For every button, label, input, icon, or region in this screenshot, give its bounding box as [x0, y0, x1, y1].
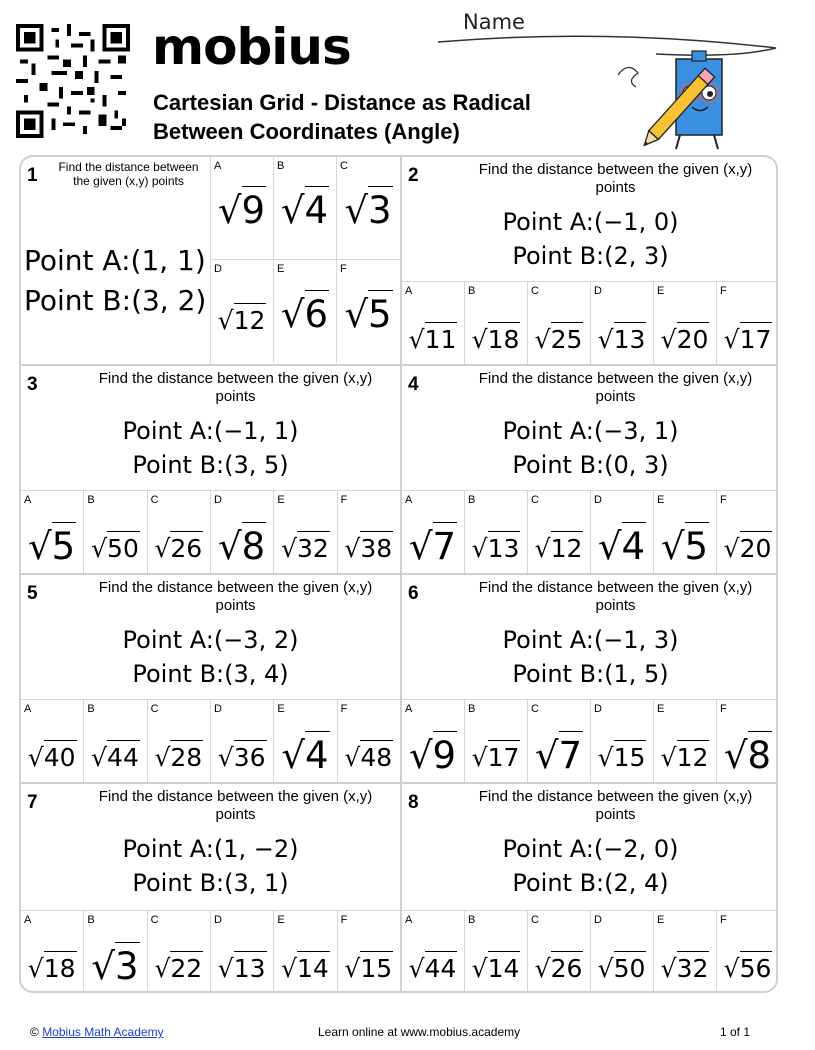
problem-5 [21, 575, 400, 784]
radical-answer: √13 [465, 536, 527, 561]
option-label: D [213, 703, 222, 715]
radical-answer: √25 [528, 327, 590, 352]
answer-option[interactable] [590, 700, 653, 782]
radical-answer: √8 [717, 737, 778, 774]
option-label: E [657, 494, 665, 506]
option-label: E [657, 914, 665, 926]
problem-instruction: Find the distance between the given (x,y) points [98, 370, 373, 405]
option-label: E [657, 285, 665, 297]
option-label: D [594, 703, 602, 715]
point-a: Point A:(−2, 0) [502, 835, 679, 863]
option-label: B [87, 914, 95, 926]
radical-answer: √3 [337, 192, 400, 229]
answer-option[interactable] [464, 700, 527, 782]
answer-options [21, 699, 400, 782]
radical-answer: √14 [465, 956, 527, 981]
radical-answer: √56 [717, 956, 778, 981]
option-label: A [24, 494, 32, 506]
point-b: Point B:(2, 4) [512, 869, 669, 897]
copyright-symbol: © [30, 1025, 39, 1039]
problem-points [21, 414, 400, 482]
answer-option[interactable] [337, 157, 400, 260]
point-a: Point A:(−1, 1) [122, 417, 299, 445]
answer-option[interactable] [716, 282, 778, 364]
title-line-2: Between Coordinates (Angle) [153, 119, 460, 144]
radical-answer: √26 [148, 536, 210, 561]
point-b: Point B:(1, 5) [512, 660, 669, 688]
radical-answer: √13 [211, 956, 273, 981]
answer-option[interactable] [716, 491, 778, 573]
qr-code [16, 24, 130, 138]
option-label: E [277, 494, 285, 506]
problem-number: 7 [27, 792, 38, 813]
option-label: B [87, 703, 95, 715]
answer-option[interactable] [273, 700, 336, 782]
option-label: D [213, 914, 222, 926]
answer-options [402, 490, 778, 573]
option-label: A [405, 914, 413, 926]
radical-answer: √9 [402, 737, 464, 774]
worksheet-title [153, 88, 531, 146]
radical-answer: √26 [528, 956, 590, 981]
option-label: C [531, 494, 539, 506]
problem-1 [21, 157, 400, 366]
option-label: E [657, 703, 665, 715]
radical-answer: √50 [84, 536, 146, 561]
answer-option[interactable] [210, 700, 273, 782]
option-label: A [214, 160, 222, 172]
answer-option[interactable] [211, 260, 274, 363]
answer-option[interactable] [590, 911, 653, 993]
radical-answer: √48 [338, 745, 400, 770]
radical-answer: √5 [21, 528, 83, 565]
problem-4 [400, 366, 778, 575]
radical-answer: √22 [148, 956, 210, 981]
title-line-1: Cartesian Grid - Distance as Radical [153, 90, 531, 115]
answer-option[interactable] [83, 491, 146, 573]
answer-option[interactable] [716, 911, 778, 993]
answer-option[interactable] [210, 491, 273, 573]
option-label: A [405, 703, 413, 715]
radical-answer: √15 [338, 956, 400, 981]
radical-answer: √3 [84, 948, 146, 985]
answer-options [402, 281, 778, 364]
answer-option[interactable] [147, 700, 210, 782]
radical-answer: √20 [717, 536, 778, 561]
answer-option[interactable] [337, 260, 400, 363]
answer-option[interactable] [402, 700, 464, 782]
problem-instruction: Find the distance between the given (x,y) points [478, 161, 753, 196]
answer-option[interactable] [527, 911, 590, 993]
radical-answer: √18 [465, 327, 527, 352]
point-b: Point B:(3, 2) [24, 284, 207, 317]
option-label: A [24, 914, 32, 926]
option-label: E [277, 914, 285, 926]
problem-6 [400, 575, 778, 784]
radical-answer: √8 [211, 528, 273, 565]
problem-instruction: Find the distance between the given (x,y) points [478, 788, 753, 823]
option-label: C [340, 160, 348, 172]
answer-option[interactable] [83, 700, 146, 782]
option-label: C [150, 703, 159, 715]
answer-option[interactable] [653, 911, 716, 993]
problem-2 [400, 157, 778, 366]
mobius-logo: mobius [152, 18, 351, 76]
option-label: D [594, 285, 602, 297]
answer-option[interactable] [337, 700, 400, 782]
problem-grid [19, 155, 778, 993]
option-label: B [468, 703, 476, 715]
answer-options [21, 490, 400, 573]
point-b: Point B:(3, 1) [132, 869, 289, 897]
answer-options [21, 910, 400, 993]
radical-answer: √13 [591, 327, 653, 352]
answer-option[interactable] [653, 282, 716, 364]
problem-7 [21, 784, 400, 993]
radical-answer: √20 [654, 327, 716, 352]
answer-option[interactable] [653, 700, 716, 782]
point-b: Point B:(3, 4) [132, 660, 289, 688]
answer-option[interactable] [337, 911, 400, 993]
answer-option[interactable] [464, 491, 527, 573]
point-b: Point B:(0, 3) [512, 451, 669, 479]
answer-options [402, 699, 778, 782]
radical-answer: √36 [211, 745, 273, 770]
option-label: F [720, 703, 727, 715]
problem-points [402, 623, 778, 691]
option-label: C [531, 285, 539, 297]
answer-option[interactable] [653, 491, 716, 573]
point-a: Point A:(1, −2) [122, 835, 299, 863]
problem-number: 3 [27, 374, 38, 395]
name-label: Name [463, 10, 525, 34]
answer-options [210, 157, 401, 364]
radical-answer: √7 [402, 528, 464, 565]
radical-answer: √40 [21, 745, 83, 770]
answer-option[interactable] [337, 491, 400, 573]
problem-points [21, 832, 400, 900]
answer-option[interactable] [147, 491, 210, 573]
problem-number: 4 [408, 374, 419, 395]
footer-copyright [30, 1025, 164, 1039]
option-label: C [150, 494, 159, 506]
option-label: F [340, 494, 348, 506]
radical-answer: √14 [274, 956, 336, 981]
option-label: B [468, 285, 476, 297]
radical-answer: √38 [338, 536, 400, 561]
option-label: F [720, 914, 727, 926]
problem-number: 2 [408, 165, 419, 186]
problem-3 [21, 366, 400, 575]
problem-number: 5 [27, 583, 38, 604]
answer-option[interactable] [273, 491, 336, 573]
answer-option[interactable] [716, 700, 778, 782]
point-a: Point A:(1, 1) [24, 244, 206, 277]
problem-8 [400, 784, 778, 993]
answer-option[interactable] [211, 157, 274, 260]
radical-answer: √32 [654, 956, 716, 981]
answer-option[interactable] [83, 911, 146, 993]
answer-option[interactable] [21, 491, 83, 573]
answer-option[interactable] [21, 700, 83, 782]
option-label: B [87, 494, 95, 506]
answer-option[interactable] [210, 911, 273, 993]
mascot-illustration [610, 45, 740, 155]
problem-instruction: Find the distance between the given (x,y) points [98, 579, 373, 614]
answer-option[interactable] [147, 911, 210, 993]
radical-answer: √7 [528, 737, 590, 774]
point-a: Point A:(−1, 3) [502, 626, 679, 654]
problem-number: 1 [27, 165, 38, 186]
radical-answer: √17 [717, 327, 778, 352]
radical-answer: √4 [274, 192, 336, 229]
option-label: F [340, 263, 347, 275]
radical-answer: √50 [591, 956, 653, 981]
answer-option[interactable] [402, 491, 464, 573]
problem-instruction: Find the distance between the given (x,y) points [478, 579, 753, 614]
option-label: B [277, 160, 285, 172]
radical-answer: √12 [528, 536, 590, 561]
footer-page-number: 1 of 1 [720, 1025, 751, 1039]
mobius-academy-link[interactable]: Mobius Math Academy [42, 1025, 164, 1039]
answer-option[interactable] [402, 911, 464, 993]
option-label: F [340, 914, 348, 926]
radical-answer: √28 [148, 745, 210, 770]
answer-option[interactable] [402, 282, 464, 364]
option-label: C [150, 914, 159, 926]
point-a: Point A:(−3, 2) [122, 626, 299, 654]
point-b: Point B:(2, 3) [512, 242, 669, 270]
radical-answer: √17 [465, 745, 527, 770]
answer-option[interactable] [464, 282, 527, 364]
option-label: A [405, 494, 413, 506]
option-label: D [594, 494, 602, 506]
option-label: E [277, 263, 285, 275]
option-label: C [531, 703, 539, 715]
option-label: E [277, 703, 285, 715]
radical-answer: √6 [274, 296, 336, 333]
radical-answer: √44 [84, 745, 146, 770]
answer-option[interactable] [274, 260, 337, 363]
option-label: D [594, 914, 602, 926]
answer-option[interactable] [21, 911, 83, 993]
radical-answer: √18 [21, 956, 83, 981]
answer-option[interactable] [273, 911, 336, 993]
radical-answer: √4 [274, 737, 336, 774]
answer-option[interactable] [590, 282, 653, 364]
problem-points [21, 623, 400, 691]
answer-options [402, 910, 778, 993]
problem-instruction: Find the distance between the given (x,y) points [58, 160, 199, 188]
point-b: Point B:(3, 5) [132, 451, 289, 479]
point-a: Point A:(−3, 1) [502, 417, 679, 445]
option-label: D [214, 263, 222, 275]
option-label: A [405, 285, 413, 297]
problem-points [24, 241, 206, 321]
radical-answer: √32 [274, 536, 336, 561]
option-label: B [468, 914, 476, 926]
answer-option[interactable] [590, 491, 653, 573]
option-label: C [531, 914, 539, 926]
option-label: F [340, 703, 348, 715]
radical-answer: √5 [337, 296, 400, 333]
option-label: D [213, 494, 222, 506]
answer-option[interactable] [527, 282, 590, 364]
radical-answer: √11 [402, 327, 464, 352]
option-label: F [720, 285, 727, 297]
radical-answer: √15 [591, 745, 653, 770]
option-label: B [468, 494, 476, 506]
radical-answer: √12 [211, 308, 273, 333]
radical-answer: √12 [654, 745, 716, 770]
problem-points [402, 832, 778, 900]
problem-instruction: Find the distance between the given (x,y) points [478, 370, 753, 405]
radical-answer: √5 [654, 528, 716, 565]
radical-answer: √9 [211, 192, 273, 229]
problem-number: 6 [408, 583, 419, 604]
option-label: F [720, 494, 727, 506]
problem-points [402, 205, 778, 273]
option-label: A [24, 703, 32, 715]
radical-answer: √4 [591, 528, 653, 565]
answer-option[interactable] [464, 911, 527, 993]
problem-instruction: Find the distance between the given (x,y) points [98, 788, 373, 823]
problem-number: 8 [408, 792, 419, 813]
radical-answer: √44 [402, 956, 464, 981]
answer-option[interactable] [527, 700, 590, 782]
point-a: Point A:(−1, 0) [502, 208, 679, 236]
footer-learn-online: Learn online at www.mobius.academy [318, 1025, 521, 1039]
answer-option[interactable] [274, 157, 337, 260]
problem-points [402, 414, 778, 482]
answer-option[interactable] [527, 491, 590, 573]
